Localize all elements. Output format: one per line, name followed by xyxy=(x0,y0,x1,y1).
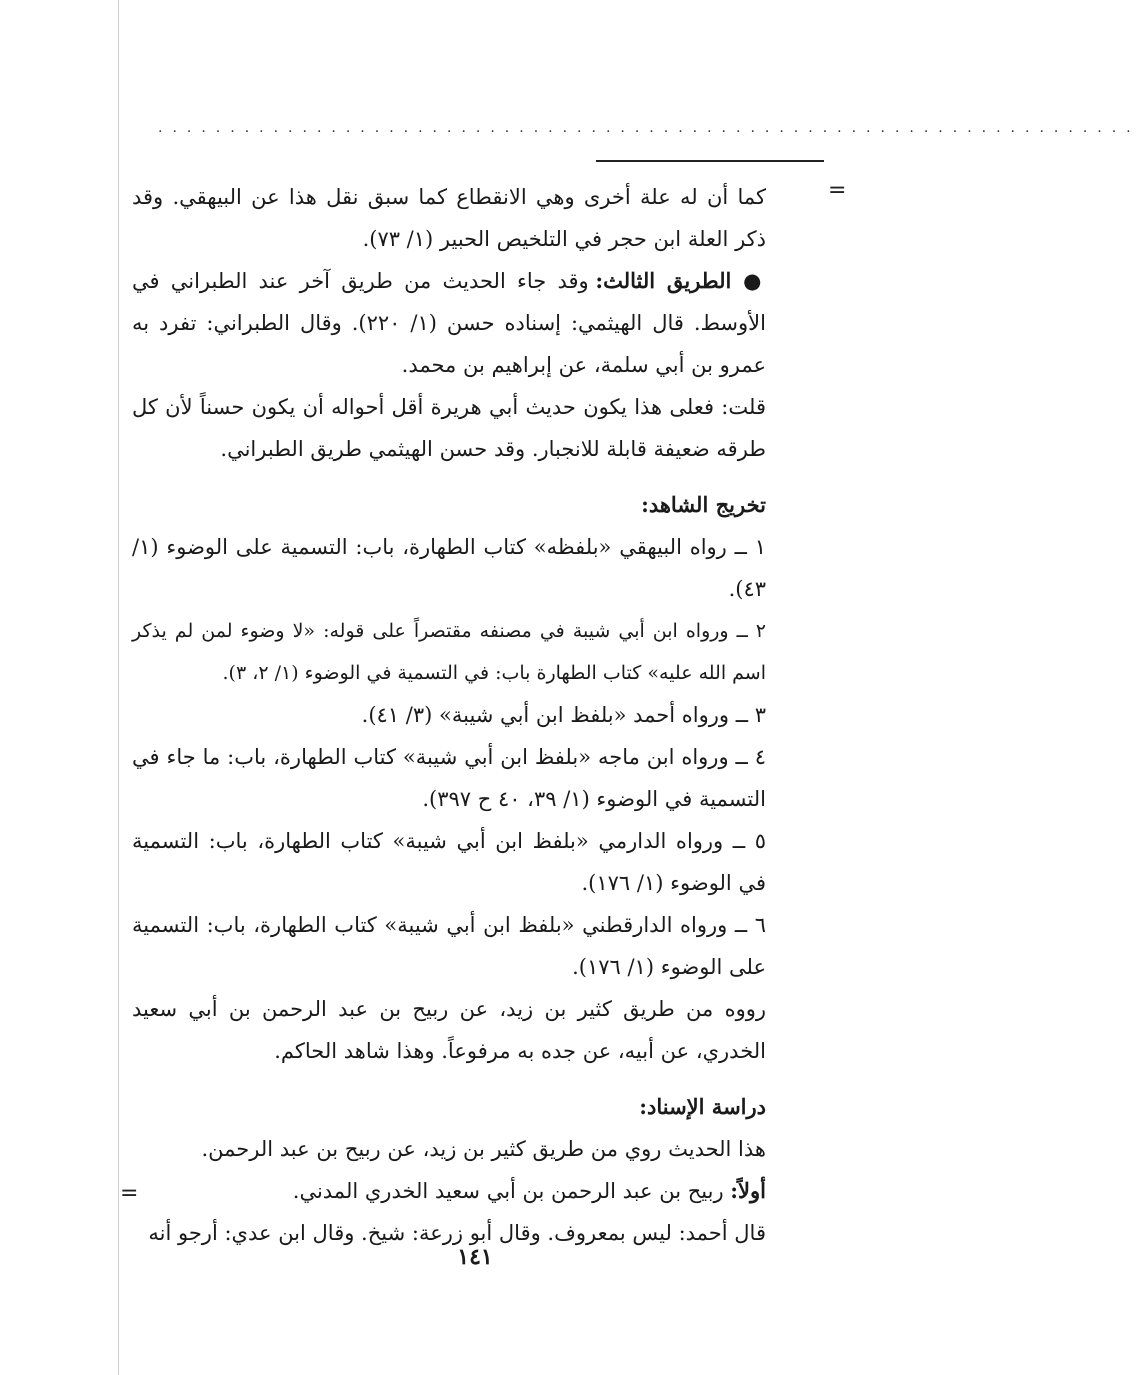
footnote-rule xyxy=(596,160,824,162)
dotted-separator: .................................................................... xyxy=(158,120,1141,136)
scan-edge-line xyxy=(118,0,119,1375)
paragraph: قلت: فعلى هذا يكون حديث أبي هريرة أقل أحواله أن يكون حسناً لأن كل طرقه ضعيفة قابلة للانجبار. وقد حسن الهيثمي طريق الطبراني. xyxy=(132,395,766,461)
section-heading: تخريج الشاهد: xyxy=(641,492,766,517)
paragraph xyxy=(132,260,766,386)
list-item: ١ ــ رواه البيهقي «بلفظه» كتاب الطهارة، باب: التسمية على الوضوء (١/ ٤٣). xyxy=(132,535,766,601)
list-item: ٣ ــ ورواه أحمد «بلفظ ابن أبي شيبة» (٣/ ٤١). xyxy=(361,703,766,727)
section-heading: دراسة الإسناد: xyxy=(639,1094,766,1119)
paragraph: كما أن له علة أخرى وهي الانقطاع كما سبق نقل هذا عن البيهقي. وقد ذكر العلة ابن حجر في التلخيص الحبير (١/ ٧٣). xyxy=(132,185,766,251)
page-body xyxy=(132,176,766,1254)
page-number: ١٤١ xyxy=(457,1244,493,1270)
paragraph: هذا الحديث روي من طريق كثير بن زيد، عن ربيح بن عبد الرحمن. xyxy=(201,1137,766,1161)
subheading: أولاً: xyxy=(730,1178,766,1203)
section-heading: ● الطريق الثالث: xyxy=(595,268,766,293)
continuation-mark-bottom: = xyxy=(120,1181,139,1206)
list-item: ٢ ــ ورواه ابن أبي شيبة في مصنفه مقتصراً على قوله: «لا وضوء لمن لم يذكر اسم الله عليه» كتاب الطهارة باب: في التسمية في الوضوء (١/ ٢، ٣). xyxy=(132,620,766,684)
list-item: ٥ ــ ورواه الدارمي «بلفظ ابن أبي شيبة» كتاب الطهارة، باب: التسمية في الوضوء (١/ ١٧٦). xyxy=(132,829,766,895)
list-item: ٦ ــ ورواه الدارقطني «بلفظ ابن أبي شيبة» كتاب الطهارة، باب: التسمية على الوضوء (١/ ١٧٦). xyxy=(132,913,766,979)
list-item: ٤ ــ ورواه ابن ماجه «بلفظ ابن أبي شيبة» كتاب الطهارة، باب: ما جاء في التسمية في الوضوء (١/ ٣٩، ٤٠ ح ٣٩٧). xyxy=(132,745,766,811)
continuation-mark-top: = xyxy=(828,178,847,203)
paragraph xyxy=(132,1170,766,1212)
paragraph-text: وقد جاء الحديث من طريق آخر عند الطبراني في الأوسط. قال الهيثمي: إسناده حسن (١/ ٢٢٠). وقال الطبراني: تفرد به عمرو بن أبي سلمة، عن إبراهيم بن محمد. xyxy=(132,269,766,377)
paragraph: قال أحمد: ليس بمعروف. وقال أبو زرعة: شيخ. وقال ابن عدي: أرجو أنه xyxy=(148,1221,766,1245)
paragraph-text: ربيح بن عبد الرحمن بن أبي سعيد الخدري المدني. xyxy=(292,1179,731,1203)
paragraph: رووه من طريق كثير بن زيد، عن ربيح بن عبد الرحمن بن أبي سعيد الخدري، عن أبيه، عن جده به مرفوعاً. وهذا شاهد الحاكم. xyxy=(132,997,766,1063)
